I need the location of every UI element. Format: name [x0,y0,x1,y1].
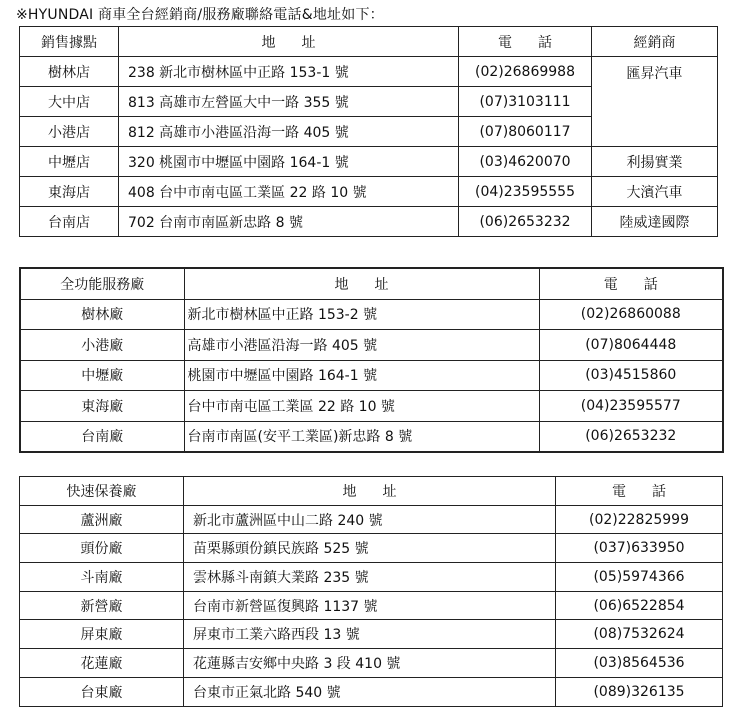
address-cell: 苗栗縣頭份鎮民族路 525 號 [184,534,556,563]
phone-cell: (04)23595577 [539,391,723,422]
table-row [20,360,723,391]
table-row [20,649,723,678]
header-name: 快速保養廠 [20,477,184,506]
name-cell: 頭份廠 [20,534,184,563]
name-cell: 台南廠 [20,421,184,452]
phone-cell: (05)5974366 [556,563,723,592]
table-row [20,534,723,563]
address-cell: 812 高雄市小港區沿海一路 405 號 [119,117,459,147]
name-cell: 小港廠 [20,330,184,361]
table-row [20,620,723,649]
header-phone: 電話 [539,268,723,299]
address-cell: 702 台南市南區新忠路 8 號 [119,207,459,237]
header-dealer: 經銷商 [592,27,718,57]
table-row [20,677,723,706]
location-cell: 大中店 [20,87,119,117]
address-cell: 408 台中市南屯區工業區 22 路 10 號 [119,177,459,207]
phone-cell: (03)4515860 [539,360,723,391]
table-row [20,563,723,592]
phone-cell: (04)23595555 [459,177,592,207]
dealer-table [19,26,718,237]
service-table [19,267,724,453]
header-address: 地址 [184,477,556,506]
address-cell: 238 新北市樹林區中正路 153-1 號 [119,57,459,87]
table-row [20,391,723,422]
phone-cell: (03)4620070 [459,147,592,177]
address-cell: 台中市南屯區工業區 22 路 10 號 [184,391,539,422]
location-cell: 樹林店 [20,57,119,87]
name-cell: 台東廠 [20,677,184,706]
table-row [20,505,723,534]
address-cell: 花蓮縣吉安鄉中央路 3 段 410 號 [184,649,556,678]
phone-cell: (07)8064448 [539,330,723,361]
phone-cell: (08)7532624 [556,620,723,649]
dealer-cell: 利揚實業 [592,147,718,177]
address-cell: 新北市蘆洲區中山二路 240 號 [184,505,556,534]
phone-cell: (02)26869988 [459,57,592,87]
table-row [20,177,718,207]
phone-cell: (037)633950 [556,534,723,563]
phone-cell: (06)6522854 [556,591,723,620]
name-cell: 花蓮廠 [20,649,184,678]
header-phone: 電話 [556,477,723,506]
table-row [20,207,718,237]
name-cell: 屏東廠 [20,620,184,649]
dealer-cell: 陸威達國際 [592,207,718,237]
location-cell: 東海店 [20,177,119,207]
name-cell: 新營廠 [20,591,184,620]
table-row [20,330,723,361]
phone-cell: (02)22825999 [556,505,723,534]
address-cell: 高雄市小港區沿海一路 405 號 [184,330,539,361]
header-phone: 電話 [459,27,592,57]
location-cell: 小港店 [20,117,119,147]
page-title: ※HYUNDAI 商車全台經銷商/服務廠聯絡電話&地址如下： [16,7,384,23]
phone-cell: (02)26860088 [539,299,723,330]
address-cell: 台東市正氣北路 540 號 [184,677,556,706]
header-address: 地址 [119,27,459,57]
header-address: 地址 [184,268,539,299]
address-cell: 台南市南區(安平工業區)新忠路 8 號 [184,421,539,452]
quick-service-table [19,476,723,707]
phone-cell: (06)2653232 [539,421,723,452]
table-row [20,147,718,177]
header-location: 銷售據點 [20,27,119,57]
phone-cell: (06)2653232 [459,207,592,237]
table-row [20,57,718,87]
phone-cell: (03)8564536 [556,649,723,678]
phone-cell: (07)8060117 [459,117,592,147]
address-cell: 813 高雄市左營區大中一路 355 號 [119,87,459,117]
address-cell: 桃園市中壢區中園路 164-1 號 [184,360,539,391]
location-cell: 中壢店 [20,147,119,177]
phone-cell: (07)3103111 [459,87,592,117]
address-cell: 屏東市工業六路西段 13 號 [184,620,556,649]
table-row [20,299,723,330]
dealer-cell: 大濱汽車 [592,177,718,207]
name-cell: 樹林廠 [20,299,184,330]
header-name: 全功能服務廠 [20,268,184,299]
phone-cell: (089)326135 [556,677,723,706]
name-cell: 東海廠 [20,391,184,422]
name-cell: 中壢廠 [20,360,184,391]
table-header-row [20,268,723,299]
table-row [20,421,723,452]
dealer-cell: 匯昇汽車 [592,57,718,147]
table-header-row [20,477,723,506]
address-cell: 320 桃園市中壢區中園路 164-1 號 [119,147,459,177]
address-cell: 雲林縣斗南鎮大業路 235 號 [184,563,556,592]
name-cell: 斗南廠 [20,563,184,592]
table-header-row [20,27,718,57]
table-row [20,591,723,620]
name-cell: 蘆洲廠 [20,505,184,534]
address-cell: 台南市新營區復興路 1137 號 [184,591,556,620]
address-cell: 新北市樹林區中正路 153-2 號 [184,299,539,330]
location-cell: 台南店 [20,207,119,237]
